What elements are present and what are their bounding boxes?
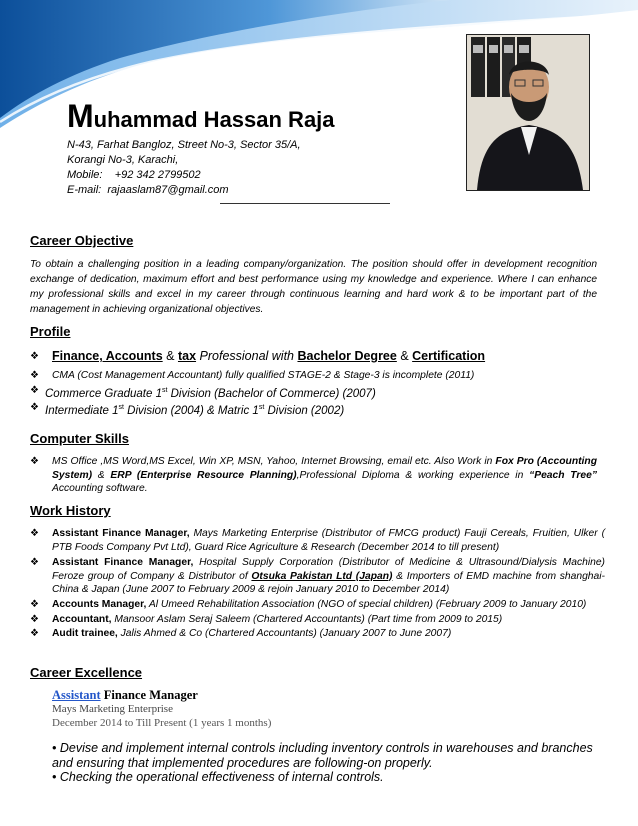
role-link[interactable]: Assistant — [52, 688, 101, 702]
address-line-1: N-43, Farhat Bangloz, Street No-3, Sector 35/A, — [67, 139, 301, 151]
excellence-role: Assistant Finance Manager — [52, 688, 198, 702]
diamond-bullet-icon: ❖ — [30, 557, 39, 568]
excellence-line-1: • Devise and implement internal controls including inventory controls in warehouses and branches — [52, 741, 593, 755]
excellence-line-2: and ensuring that implemented procedures are following-on properly. — [52, 756, 433, 770]
computer-skills-heading: Computer Skills — [30, 431, 129, 446]
career-objective-heading: Career Objective — [30, 233, 134, 248]
diamond-bullet-icon: ❖ — [30, 351, 39, 362]
diamond-bullet-icon: ❖ — [30, 370, 39, 381]
diamond-bullet-icon: ❖ — [30, 385, 39, 396]
email-address[interactable]: rajaaslam87@gmail.com — [107, 184, 229, 196]
diamond-bullet-icon: ❖ — [30, 528, 39, 539]
excellence-line-3: • Checking the operational effectiveness of internal controls. — [52, 770, 384, 784]
profile-photo — [466, 34, 590, 191]
diamond-bullet-icon: ❖ — [30, 628, 39, 639]
address-line-2: Korangi No-3, Karachi, — [67, 154, 179, 166]
diamond-bullet-icon: ❖ — [30, 456, 39, 467]
contact-block — [67, 138, 301, 198]
excellence-company: Mays Marketing Enterprise — [52, 703, 173, 715]
diamond-bullet-icon: ❖ — [30, 599, 39, 610]
profile-heading: Profile — [30, 324, 71, 339]
diamond-bullet-icon: ❖ — [30, 614, 39, 625]
mobile-line: Mobile: +92 342 2799502 — [67, 169, 201, 181]
work-history-heading: Work History — [30, 503, 111, 518]
mobile-number: +92 342 2799502 — [114, 169, 201, 181]
career-objective-text: To obtain a challenging position in a leading company/organization. The position should offer in development recognition exchange of dedication, maximum effort and best performance using my knowledge and experience. Where I can enhance my professional skills and excel in my career through continuous learning and hard work & to be important part of the management in achieving organizational objectives. — [30, 259, 597, 315]
diamond-bullet-icon: ❖ — [30, 402, 39, 413]
candidate-name: Muhammad Hassan Raja — [67, 98, 335, 134]
email-line: E-mail: rajaaslam87@gmail.com — [67, 184, 229, 196]
career-excellence-heading: Career Excellence — [30, 665, 143, 680]
excellence-dates: December 2014 to Till Present (1 years 1 months) — [52, 717, 272, 729]
header-divider — [220, 203, 390, 204]
